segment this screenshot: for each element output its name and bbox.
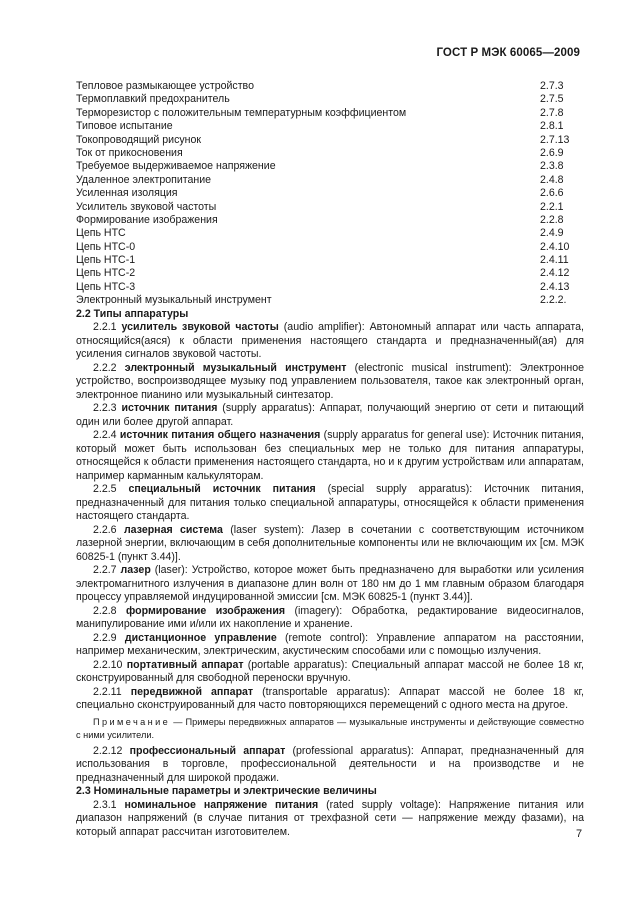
index-term: Цепь НТС-2 <box>76 267 136 280</box>
index-term: Термоплавкий предохранитель <box>76 93 230 106</box>
index-row <box>76 294 584 307</box>
index-term: Токопроводящий рисунок <box>76 133 202 146</box>
definition-text: (laser system): Лазер в сочетании с соответствующим источником лазерной энергии, включающим в себя дополнительные компоненты или не включающим их [см. МЭК 60825-1 (пункт 3.44)]. <box>76 523 584 563</box>
index-row <box>76 227 584 240</box>
page-number: 7 <box>576 828 583 840</box>
index-row <box>76 267 584 280</box>
index-term: Удаленное электропитание <box>76 173 212 186</box>
index-term: Типовое испытание <box>76 120 173 133</box>
index-ref: 2.4.9 <box>540 227 564 240</box>
definition-number: 2.2.2 <box>93 361 117 374</box>
definition-paragraph <box>76 745 584 786</box>
definition-number: 2.2.5 <box>93 483 117 496</box>
index-row <box>76 174 584 187</box>
definition-term: электронный музыкальный инструмент <box>124 361 347 374</box>
definition-term: лазерная система <box>123 523 223 536</box>
definition-text: (special supply apparatus): Источник питания, предназначенный для питания только специальной аппаратуры, относящейся к области применения настоящего стандарта. <box>76 483 584 523</box>
section-title: 2.2 Типы аппаратуры <box>76 307 189 320</box>
index-row <box>76 214 584 227</box>
definition-text: (remote control): Управление аппаратом на расстоянии, например механическим, электрическим, акустическим способами или с помощью излучения. <box>76 631 584 658</box>
index-ref: 2.2.2. <box>540 294 567 307</box>
index-ref: 2.7.3 <box>540 80 564 92</box>
page-body <box>76 80 584 839</box>
index-ref: 2.2.1 <box>540 200 564 213</box>
index-ref: 2.7.8 <box>540 106 564 119</box>
definition-text: (audio amplifier): Автономный аппарат или часть аппарата, относящийся(аяся) к области применения настоящего стандарта и предназначенный(ая) для усиления сигналов звуковой частоты. <box>76 321 584 361</box>
definition-number: 2.2.8 <box>93 604 117 617</box>
index-ref: 2.7.13 <box>540 133 570 146</box>
definition-term: формирование изображения <box>126 604 286 617</box>
definition-number: 2.2.6 <box>93 523 117 536</box>
definition-number: 2.2.7 <box>93 564 117 577</box>
definition-number: 2.2.3 <box>93 402 117 415</box>
index-ref: 2.3.8 <box>540 160 564 173</box>
definition-paragraph <box>76 402 584 429</box>
definition-paragraph <box>76 483 584 524</box>
index-term: Цепь НТС-1 <box>76 254 136 267</box>
index-term: Ток от прикосновения <box>76 146 183 159</box>
index-ref: 2.2.8 <box>540 213 564 226</box>
index-row <box>76 254 584 267</box>
index-term: Цепь НТС-0 <box>76 240 136 253</box>
definition-paragraph <box>76 362 584 403</box>
definition-text: (supply apparatus for general use): Источник питания, который может быть использован без специальных мер не только для питания аппаратуры, относящейся к области применения настоящего стандарта, но и к другим устройствам или аппаратам, например карманным калькуляторам. <box>76 429 585 482</box>
section-2-3 <box>76 785 584 839</box>
definition-text: (portable apparatus): Специальный аппарат массой не более 18 кг, сконструированный для свободной переноски вручную. <box>76 658 584 685</box>
index-ref: 2.6.9 <box>540 146 564 159</box>
definition-text: (imagery): Обработка, редактирование видеосигналов, манипулирование ими и/или их накопление и хранение. <box>76 604 584 631</box>
definition-text: (electronic musical instrument): Электронное устройство, воспроизводящее музыку под управлением пользователя, такое как электронный орган, электронное пианино или музыкальный синтезатор. <box>76 361 584 401</box>
definition-paragraph <box>76 429 584 483</box>
definition-paragraph <box>76 799 584 840</box>
index-ref: 2.8.1 <box>540 120 564 133</box>
definition-term: дистанционное управление <box>124 631 277 644</box>
definition-paragraph <box>76 686 584 713</box>
index-term: Цепь НТС <box>76 227 126 240</box>
definition-term: портативный аппарат <box>126 658 244 671</box>
index-ref: 2.4.8 <box>540 173 564 186</box>
index-row <box>76 107 584 120</box>
note-label: Примечание <box>93 716 171 727</box>
definition-text: (professional apparatus): Аппарат, предназначенный для использования в торговле, профессиональной деятельности и на производстве и не предназначенный для широкой продажи. <box>76 744 584 784</box>
index-row <box>76 187 584 200</box>
definition-text: (laser): Устройство, которое может быть предназначено для выработки или усиления электромагнитного излучения в диапазоне длин волн от 180 нм до 1 мм главным образом благодаря процессу управляемой индуцированной эмиссии [см. МЭК 60825-1 (пункт 3.44)]. <box>76 564 584 604</box>
note-text: — Примеры передвижных аппаратов — музыкальные инструменты и действующие совместно с ними усилители. <box>76 716 584 740</box>
note-paragraph <box>76 716 584 742</box>
index-row <box>76 147 584 160</box>
definition-number: 2.3.1 <box>93 798 117 811</box>
section-title: 2.3 Номинальные параметры и электрические величины <box>76 785 377 798</box>
definition-text: (supply apparatus): Аппарат, получающий энергию от сети и питающий один или более другой аппарат. <box>76 402 584 428</box>
index-term: Цепь НТС-3 <box>76 280 136 293</box>
index-row <box>76 241 584 254</box>
definition-paragraph <box>76 659 584 686</box>
definition-term: источник питания общего назначения <box>119 429 321 442</box>
definition-term: усилитель звуковой частоты <box>121 321 279 334</box>
index-term: Усилитель звуковой частоты <box>76 200 217 213</box>
definition-number: 2.2.12 <box>93 744 123 757</box>
definition-text: (transportable apparatus): Аппарат массой не более 18 кг, специально сконструированный для часто повторяющихся перемещений с одного места на другое. <box>76 685 584 712</box>
definition-paragraph <box>76 321 584 362</box>
index-row <box>76 80 584 93</box>
index-term: Электронный музыкальный инструмент <box>76 294 272 307</box>
definition-number: 2.2.11 <box>93 685 122 698</box>
definition-paragraph <box>76 524 584 565</box>
section-2-2 <box>76 308 584 786</box>
index-row <box>76 281 584 294</box>
definition-number: 2.2.1 <box>93 321 117 334</box>
definition-term: передвижной аппарат <box>130 685 254 698</box>
definition-text: (rated supply voltage): Напряжение питания или диапазон напряжений (в случае питания от трехфазной сети — напряжение между фазами), на который аппарат рассчитан изготовителем. <box>76 798 584 838</box>
index-term: Терморезистор с положительным температурным коэффициентом <box>76 106 407 119</box>
index-ref: 2.7.5 <box>540 93 564 106</box>
document-header: ГОСТ Р МЭК 60065—2009 <box>436 47 580 59</box>
definition-paragraph <box>76 564 584 605</box>
index-row <box>76 160 584 173</box>
index-term: Формирование изображения <box>76 213 218 226</box>
term-index <box>76 80 584 308</box>
index-row <box>76 201 584 214</box>
index-term: Требуемое выдерживаемое напряжение <box>76 160 276 173</box>
definition-number: 2.2.9 <box>93 631 117 644</box>
index-ref: 2.4.11 <box>540 254 569 267</box>
index-row <box>76 134 584 147</box>
index-ref: 2.4.10 <box>540 240 570 253</box>
index-ref: 2.4.13 <box>540 280 570 293</box>
definition-number: 2.2.10 <box>93 658 123 671</box>
index-term: Усиленная изоляция <box>76 187 178 200</box>
definition-term: лазер <box>120 564 151 577</box>
index-term: Тепловое размыкающее устройство <box>76 80 254 92</box>
index-ref: 2.6.6 <box>540 187 564 200</box>
definition-term: специальный источник питания <box>128 483 316 496</box>
index-row <box>76 93 584 106</box>
definition-term: профессиональный аппарат <box>129 744 286 757</box>
index-ref: 2.4.12 <box>540 267 570 280</box>
definition-paragraph <box>76 632 584 659</box>
definition-paragraph <box>76 605 584 632</box>
index-row <box>76 120 584 133</box>
definition-number: 2.2.4 <box>93 429 117 442</box>
definition-term: номинальное напряжение питания <box>124 798 319 811</box>
definition-term: источник питания <box>121 402 218 415</box>
